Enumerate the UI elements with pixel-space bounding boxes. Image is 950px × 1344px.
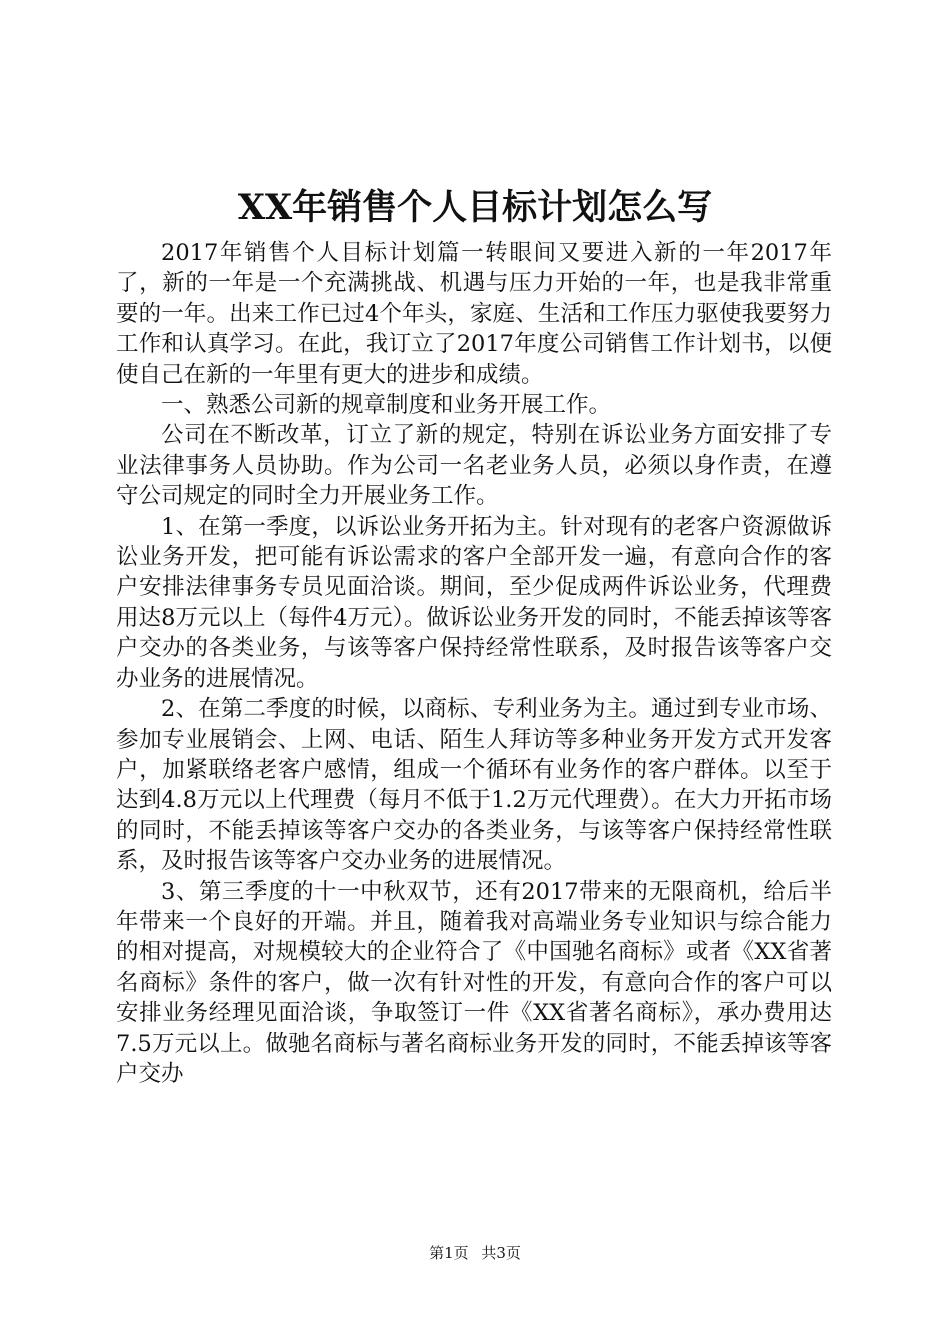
paragraph-section-heading: 一、熟悉公司新的规章制度和业务开展工作。	[161, 392, 612, 419]
page-footer	[0, 1243, 950, 1263]
paragraph-company-rules: 公司在不断改革，订立了新的规定，特别在诉讼业务方面安排了专业法律事务人员协助。作为公司一名老业务人员，必须以身作责，在遵守公司规定的同时全力开展业务工作。	[116, 422, 832, 510]
paragraph-q1-plan: 1、在第一季度，以诉讼业务开拓为主。针对现有的老客户资源做诉讼业务开发，把可能有诉讼需求的客户全部开发一遍，有意向合作的客户安排法律事务专员见面洽谈。期间，至少促成两件诉讼业务，代理费用达8万元以上（每件4万元）。做诉讼业务开发的同时，不能丢掉该等客户交办的各类业务，与该等客户保持经常性联系，及时报告该等客户交办业务的进展情况。	[116, 513, 832, 692]
paragraph-q3-plan: 3、第三季度的十一中秋双节，还有2017带来的无限商机，给后半年带来一个良好的开端。并且，随着我对高端业务专业知识与综合能力的相对提高，对规模较大的企业符合了《中国驰名商标》或者《XX省著名商标》条件的客户，做一次有针对性的开发，有意向合作的客户可以安排业务经理见面洽谈，争取签订一件《XX省著名商标》，承办费用达7.5万元以上。做驰名商标与著名商标业务开发的同时，不能丢掉该等客户交办	[116, 878, 832, 1087]
document-body	[116, 238, 832, 1089]
page-number-total: 共3页	[481, 1244, 521, 1262]
paragraph-intro: 2017年销售个人目标计划篇一转眼间又要进入新的一年2017年了，新的一年是一个充满挑战、机遇与压力开始的一年，也是我非常重要的一年。出来工作已过4个年头，家庭、生活和工作压力驱使我要努力工作和认真学习。在此，我订立了2017年度公司销售工作计划书，以便使自己在新的一年里有更大的进步和成绩。	[116, 240, 832, 388]
paragraph-q2-plan: 2、在第二季度的时候，以商标、专利业务为主。通过到专业市场、参加专业展销会、上网、电话、陌生人拜访等多种业务开发方式开发客户，加紧联络老客户感情，组成一个循环有业务作的客户群体。以至于达到4.8万元以上代理费（每月不低于1.2万元代理费）。在大力开拓市场的同时，不能丢掉该等客户交办的各类业务，与该等客户保持经常性联系，及时报告该等客户交办业务的进展情况。	[116, 696, 832, 875]
page-number-current: 第1页	[429, 1244, 469, 1262]
document-title: XX年销售个人目标计划怎么写	[237, 187, 713, 228]
